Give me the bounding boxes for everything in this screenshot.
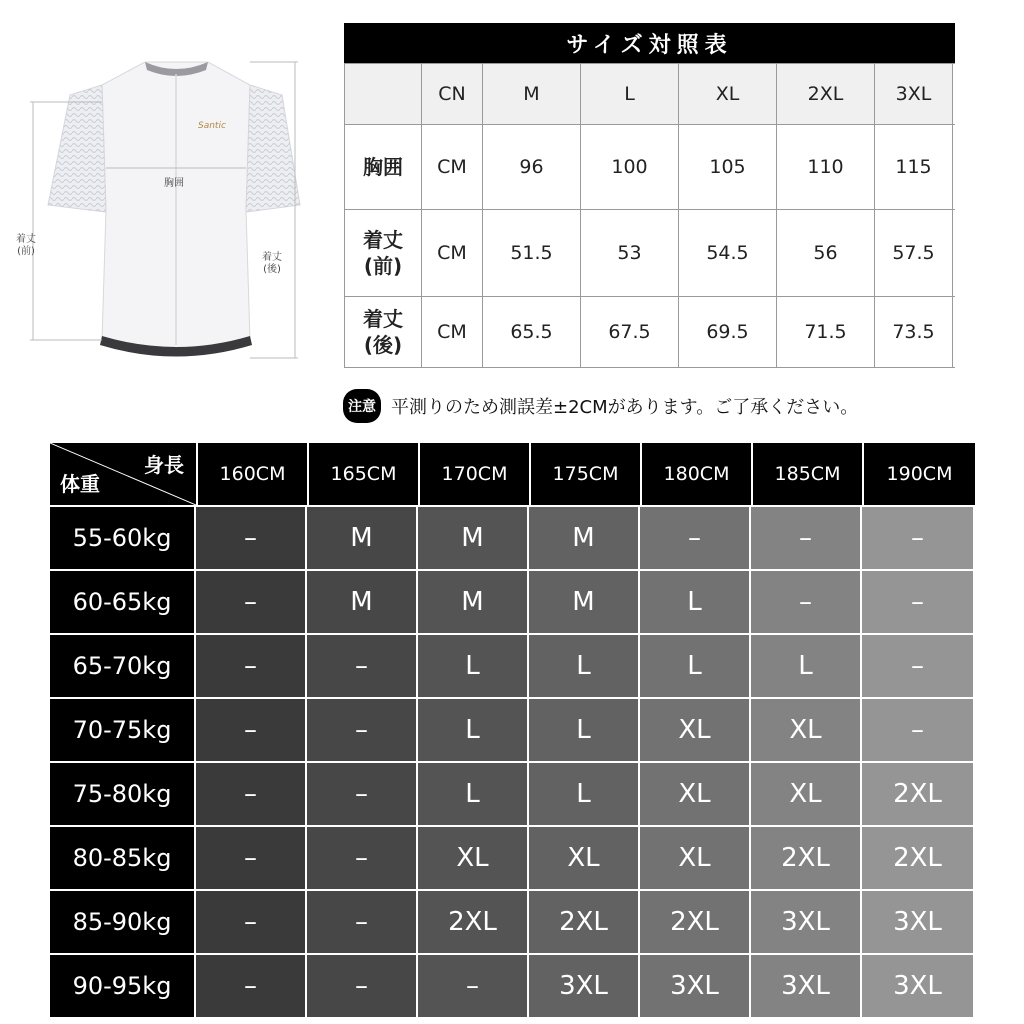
- size-chart-title: サイズ対照表: [344, 23, 955, 63]
- back-length-label: 着丈 (後): [262, 252, 282, 275]
- value-cell: 53: [581, 210, 679, 296]
- size-cell: 2XL: [529, 891, 640, 953]
- size-cell: –: [196, 763, 307, 825]
- value-cell: 54.5: [679, 210, 777, 296]
- size-cell: –: [307, 763, 418, 825]
- header-cell: M: [483, 64, 581, 124]
- size-cell: 2XL: [640, 891, 751, 953]
- size-cell: XL: [418, 827, 529, 889]
- size-cell: L: [640, 635, 751, 697]
- size-cell: L: [751, 635, 862, 697]
- value-cell: 73.5: [875, 297, 953, 367]
- value-cell: 110: [777, 125, 875, 209]
- measurement-notice: [343, 388, 858, 424]
- weight-row: [50, 891, 975, 955]
- size-cell: –: [307, 635, 418, 697]
- jersey-illustration: [0, 40, 330, 380]
- size-cell: L: [418, 699, 529, 761]
- size-cell: –: [751, 571, 862, 633]
- size-cell: –: [418, 955, 529, 1017]
- value-cell: 51.5: [483, 210, 581, 296]
- height-header: 165CM: [309, 443, 420, 505]
- size-cell: L: [529, 635, 640, 697]
- size-cell: M: [418, 571, 529, 633]
- value-cell: 56: [777, 210, 875, 296]
- size-cell: 2XL: [862, 763, 973, 825]
- size-cell: M: [307, 571, 418, 633]
- header-cell: 2XL: [777, 64, 875, 124]
- value-cell: 65.5: [483, 297, 581, 367]
- size-chart-header-row: [344, 63, 955, 125]
- height-header: 190CM: [864, 443, 975, 505]
- jersey-image: [0, 40, 330, 380]
- size-cell: –: [196, 827, 307, 889]
- weight-row: [50, 955, 975, 1019]
- size-cell: XL: [751, 763, 862, 825]
- value-cell: 69.5: [679, 297, 777, 367]
- size-cell: –: [307, 891, 418, 953]
- weight-label: 80-85kg: [50, 827, 196, 889]
- row-label: 着丈 (後): [344, 297, 422, 367]
- height-header: 180CM: [642, 443, 753, 505]
- weight-row: [50, 827, 975, 891]
- size-cell: –: [196, 699, 307, 761]
- notice-badge: 注意: [343, 389, 381, 423]
- size-cell: –: [862, 699, 973, 761]
- header-cell: 3XL: [875, 64, 953, 124]
- height-header: 175CM: [531, 443, 642, 505]
- value-cell: 100: [581, 125, 679, 209]
- size-cell: –: [196, 891, 307, 953]
- recommendation-body: [50, 507, 975, 1019]
- value-cell: 105: [679, 125, 777, 209]
- header-cell: XL: [679, 64, 777, 124]
- weight-row: [50, 635, 975, 699]
- weight-label: 70-75kg: [50, 699, 196, 761]
- size-cell: M: [418, 507, 529, 569]
- unit-cell: CM: [422, 125, 483, 209]
- size-cell: XL: [640, 827, 751, 889]
- weight-label: 90-95kg: [50, 955, 196, 1017]
- weight-row: [50, 699, 975, 763]
- size-cell: –: [307, 955, 418, 1017]
- value-cell: 57.5: [875, 210, 953, 296]
- weight-axis-label: 体重: [60, 472, 100, 496]
- weight-label: 65-70kg: [50, 635, 196, 697]
- weight-row: [50, 507, 975, 571]
- value-cell: 115: [875, 125, 953, 209]
- size-cell: XL: [640, 699, 751, 761]
- brand-logo: Santic: [198, 121, 226, 131]
- size-cell: M: [529, 571, 640, 633]
- size-cell: –: [862, 571, 973, 633]
- size-chart-table: [344, 63, 955, 368]
- size-cell: L: [529, 699, 640, 761]
- height-header: 160CM: [198, 443, 309, 505]
- size-cell: 2XL: [418, 891, 529, 953]
- size-cell: –: [196, 635, 307, 697]
- height-header: 185CM: [753, 443, 864, 505]
- size-cell: 2XL: [862, 827, 973, 889]
- height-axis-label: 身長: [144, 453, 184, 477]
- weight-row: [50, 571, 975, 635]
- weight-label: 85-90kg: [50, 891, 196, 953]
- size-cell: –: [751, 507, 862, 569]
- size-chart-row: [344, 297, 955, 368]
- unit-cell: CM: [422, 297, 483, 367]
- size-cell: –: [307, 827, 418, 889]
- weight-label: 55-60kg: [50, 507, 196, 569]
- size-cell: L: [418, 635, 529, 697]
- unit-cell: CM: [422, 210, 483, 296]
- size-cell: XL: [751, 699, 862, 761]
- size-cell: 3XL: [751, 891, 862, 953]
- size-cell: –: [196, 955, 307, 1017]
- weight-label: 75-80kg: [50, 763, 196, 825]
- size-cell: L: [529, 763, 640, 825]
- size-cell: XL: [529, 827, 640, 889]
- size-cell: –: [307, 699, 418, 761]
- header-cell: CN: [422, 64, 483, 124]
- header-cell: [344, 64, 422, 124]
- size-cell: 3XL: [862, 955, 973, 1017]
- row-label: 着丈 (前): [344, 210, 422, 296]
- size-recommendation-grid: [50, 443, 975, 1019]
- size-cell: 2XL: [751, 827, 862, 889]
- size-chart-row: [344, 210, 955, 297]
- row-label: 胸囲: [344, 125, 422, 209]
- size-cell: 3XL: [751, 955, 862, 1017]
- size-cell: L: [418, 763, 529, 825]
- value-cell: 67.5: [581, 297, 679, 367]
- size-cell: –: [196, 571, 307, 633]
- front-length-label: 着丈 (前): [16, 234, 36, 257]
- notice-text: 平測りのため測誤差±2CMがあります。ご了承ください。: [391, 397, 859, 418]
- weight-row: [50, 763, 975, 827]
- size-cell: M: [307, 507, 418, 569]
- size-cell: 3XL: [862, 891, 973, 953]
- header-cell: L: [581, 64, 679, 124]
- height-header: 170CM: [420, 443, 531, 505]
- corner-cell: [50, 443, 198, 505]
- size-chart-row: [344, 125, 955, 210]
- size-cell: 3XL: [640, 955, 751, 1017]
- value-cell: 96: [483, 125, 581, 209]
- size-cell: –: [862, 507, 973, 569]
- weight-label: 60-65kg: [50, 571, 196, 633]
- size-cell: XL: [640, 763, 751, 825]
- size-cell: 3XL: [529, 955, 640, 1017]
- size-cell: –: [862, 635, 973, 697]
- value-cell: 71.5: [777, 297, 875, 367]
- size-cell: L: [640, 571, 751, 633]
- height-header-row: [50, 443, 975, 507]
- size-cell: M: [529, 507, 640, 569]
- size-cell: –: [640, 507, 751, 569]
- chest-label: 胸囲: [164, 178, 184, 189]
- size-cell: –: [196, 507, 307, 569]
